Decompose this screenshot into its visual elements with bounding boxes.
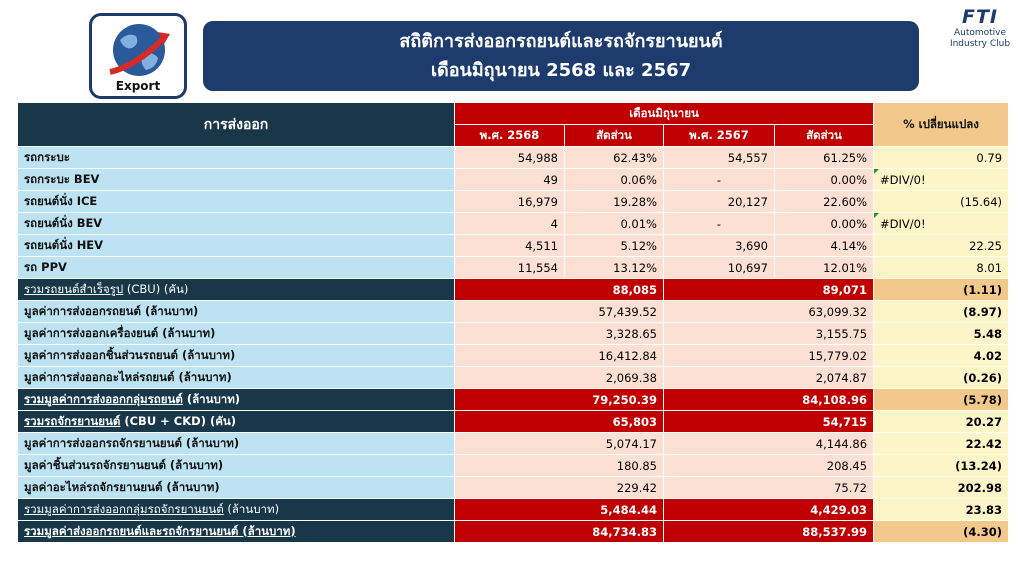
share-2568: 19.28% (565, 191, 664, 213)
change-pct: (8.97) (874, 301, 1009, 323)
change-pct: (0.26) (874, 367, 1009, 389)
header-share-2568: สัดส่วน (565, 125, 664, 147)
table-row (18, 301, 1009, 323)
value-2568: 180.85 (455, 455, 664, 477)
value-2567: 75.72 (664, 477, 874, 499)
row-label: มูลค่าการส่งออกอะไหล่รถยนต์ (ล้านบาท) (18, 367, 455, 389)
moto-group-total-row (18, 499, 1009, 521)
value-2568: 88,085 (455, 279, 664, 301)
value-2567: 15,779.02 (664, 345, 874, 367)
value-2567: 54,557 (664, 147, 775, 169)
table-row (18, 477, 1009, 499)
table-row (18, 323, 1009, 345)
table-row (18, 433, 1009, 455)
change-pct: (4.30) (874, 521, 1009, 543)
table-row (18, 213, 1009, 235)
change-pct: (13.24) (874, 455, 1009, 477)
value-2568: 2,069.38 (455, 367, 664, 389)
value-2567: - (664, 169, 775, 191)
share-2568: 62.43% (565, 147, 664, 169)
change-pct: (1.11) (874, 279, 1009, 301)
share-2567: 0.00% (775, 169, 874, 191)
row-label: รวมมูลค่าการส่งออกกลุ่มรถยนต์ (ล้านบาท) (18, 389, 455, 411)
share-2567: 0.00% (775, 213, 874, 235)
row-label: รถกระบะ (18, 147, 455, 169)
share-2567: 22.60% (775, 191, 874, 213)
row-label: มูลค่าชิ้นส่วนรถจักรยานยนต์ (ล้านบาท) (18, 455, 455, 477)
row-label: มูลค่าการส่งออกเครื่องยนต์ (ล้านบาท) (18, 323, 455, 345)
table-row (18, 147, 1009, 169)
header-year-2567: พ.ศ. 2567 (664, 125, 775, 147)
value-2567: 4,144.86 (664, 433, 874, 455)
globe-export-icon (106, 20, 172, 82)
header-change: % เปลี่ยนแปลง (874, 103, 1009, 147)
fti-sub2: Industry Club (949, 39, 1011, 49)
table-row (18, 455, 1009, 477)
export-logo-label: Export (115, 79, 161, 93)
change-pct: 22.25 (874, 235, 1009, 257)
value-2567: 84,108.96 (664, 389, 874, 411)
share-2567: 12.01% (775, 257, 874, 279)
value-2567: 4,429.03 (664, 499, 874, 521)
change-pct: (15.64) (874, 191, 1009, 213)
change-pct: 0.79 (874, 147, 1009, 169)
value-2568: 11,554 (455, 257, 565, 279)
value-2567: 88,537.99 (664, 521, 874, 543)
row-label: มูลค่าการส่งออกรถจักรยานยนต์ (ล้านบาท) (18, 433, 455, 455)
car-group-total-row (18, 389, 1009, 411)
value-2568: 54,988 (455, 147, 565, 169)
page-subtitle: เดือนมิถุนายน 2568 และ 2567 (430, 60, 692, 81)
value-2568: 3,328.65 (455, 323, 664, 345)
change-pct: 23.83 (874, 499, 1009, 521)
row-label: รถ PPV (18, 257, 455, 279)
value-2567: 3,155.75 (664, 323, 874, 345)
row-label: รวมรถยนต์สำเร็จรูป (CBU) (คัน) (18, 279, 455, 301)
fti-sub1: Automotive (953, 28, 1007, 38)
table-row (18, 191, 1009, 213)
row-label: มูลค่าการส่งออกชิ้นส่วนรถยนต์ (ล้านบาท) (18, 345, 455, 367)
header-month: เดือนมิถุนายน (455, 103, 874, 125)
row-label: รวมมูลค่าส่งออกรถยนต์และรถจักรยานยนต์ (ล้านบาท) (18, 521, 455, 543)
row-label: รวมรถจักรยานยนต์ (CBU + CKD) (คัน) (18, 411, 455, 433)
change-pct: 5.48 (874, 323, 1009, 345)
page-title: สถิติการส่งออกรถยนต์และรถจักรยานยนต์ (399, 31, 723, 52)
export-logo (89, 13, 187, 99)
row-label: รวมมูลค่าการส่งออกกลุ่มรถจักรยานยนต์ (ล้านบาท) (18, 499, 455, 521)
share-2568: 0.01% (565, 213, 664, 235)
value-2568: 4 (455, 213, 565, 235)
export-statistics-table (17, 102, 1009, 543)
value-2568: 4,511 (455, 235, 565, 257)
change-pct: 4.02 (874, 345, 1009, 367)
value-2568: 5,074.17 (455, 433, 664, 455)
change-pct: (5.78) (874, 389, 1009, 411)
value-2568: 5,484.44 (455, 499, 664, 521)
row-label: มูลค่าการส่งออกรถยนต์ (ล้านบาท) (18, 301, 455, 323)
value-2567: 20,127 (664, 191, 775, 213)
grand-total-row (18, 521, 1009, 543)
value-2567: 10,697 (664, 257, 775, 279)
fti-brand (940, 6, 1020, 50)
value-2567: 2,074.87 (664, 367, 874, 389)
row-label: มูลค่าอะไหล่รถจักรยานยนต์ (ล้านบาท) (18, 477, 455, 499)
table-row (18, 257, 1009, 279)
share-2567: 4.14% (775, 235, 874, 257)
value-2568: 229.42 (455, 477, 664, 499)
value-2568: 79,250.39 (455, 389, 664, 411)
value-2568: 16,979 (455, 191, 565, 213)
change-pct: 8.01 (874, 257, 1009, 279)
value-2568: 16,412.84 (455, 345, 664, 367)
share-2568: 0.06% (565, 169, 664, 191)
header-year-2568: พ.ศ. 2568 (455, 125, 565, 147)
share-2567: 61.25% (775, 147, 874, 169)
change-pct: #DIV/0! (874, 213, 1009, 235)
fti-logo-text: FTI (961, 6, 998, 28)
table-row (18, 367, 1009, 389)
table-row (18, 169, 1009, 191)
header-share-2567: สัดส่วน (775, 125, 874, 147)
share-2568: 5.12% (565, 235, 664, 257)
value-2567: 208.45 (664, 455, 874, 477)
value-2568: 84,734.83 (455, 521, 664, 543)
header-category: การส่งออก (18, 103, 455, 147)
value-2568: 49 (455, 169, 565, 191)
value-2567: 54,715 (664, 411, 874, 433)
cbu-total-row (18, 279, 1009, 301)
value-2568: 57,439.52 (455, 301, 664, 323)
row-label: รถกระบะ BEV (18, 169, 455, 191)
change-pct: #DIV/0! (874, 169, 1009, 191)
value-2567: 3,690 (664, 235, 775, 257)
row-label: รถยนต์นั่ง ICE (18, 191, 455, 213)
moto-total-row (18, 411, 1009, 433)
row-label: รถยนต์นั่ง HEV (18, 235, 455, 257)
table-row (18, 345, 1009, 367)
page-title-banner (203, 21, 919, 91)
change-pct: 202.98 (874, 477, 1009, 499)
value-2567: - (664, 213, 775, 235)
table-row (18, 235, 1009, 257)
value-2568: 65,803 (455, 411, 664, 433)
share-2568: 13.12% (565, 257, 664, 279)
change-pct: 22.42 (874, 433, 1009, 455)
change-pct: 20.27 (874, 411, 1009, 433)
value-2567: 89,071 (664, 279, 874, 301)
row-label: รถยนต์นั่ง BEV (18, 213, 455, 235)
value-2567: 63,099.32 (664, 301, 874, 323)
